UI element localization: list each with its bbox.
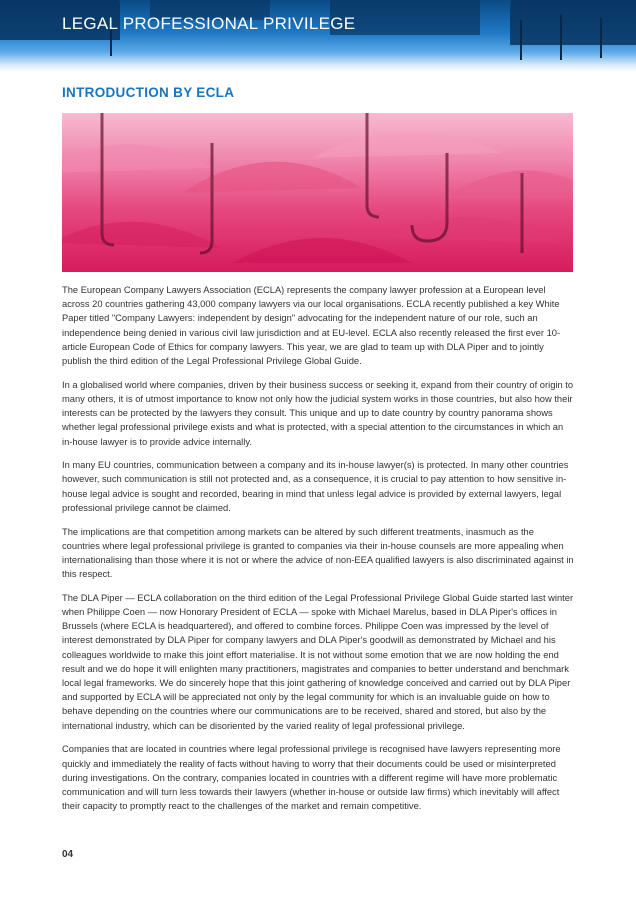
paragraph: The European Company Lawyers Association (ECLA) represents the company lawyer profession at a European level across 20 countries gathering 43,000 company lawyers via our local organisations. ECLA recently published a key White Paper titled "Company Lawyers: independent by design" advocating for the independent nature of our role, such an independence being denied in various civil law jurisdiction and at EU-level. ECLA also recently released the first ever 10-article European Code of Ethics for company lawyers. This year, we are glad to team up with DLA Piper and to jointly publish the third edition of the Legal Professional Privilege Global Guide. bbox=[62, 285, 561, 367]
paragraph: In a globalised world where companies, driven by their business success or seeking it, expand from their country of origin to many others, it is of utmost importance to know not only how the judicial system works in those countries, but also how their interests can be protected by the lawyers they consult. This unique and up to date country by country panorama shows whether legal professional privilege exists and what is protected, with a special attention to the circumstances in which an in-house lawyer is to provide advice internally. bbox=[62, 379, 574, 447]
page-number: 04 bbox=[62, 849, 74, 860]
body-text bbox=[62, 283, 574, 823]
section-title: INTRODUCTION BY ECLA bbox=[62, 85, 235, 100]
banner-title: LEGAL PROFESSIONAL PRIVILEGE bbox=[62, 14, 356, 33]
header-banner bbox=[0, 0, 636, 72]
paragraph: The DLA Piper — ECLA collaboration on the third edition of the Legal Professional Privilege Global Guide started last winter when Philippe Coen — now Honorary President of ECLA — spoke with Michael Marelus, based in DLA Piper's offices in Brussels (where ECLA is headquartered), and offered to combine forces. Philippe Coen was impressed by the level of interest demonstrated by DLA Piper for company lawyers and DLA Piper's goodwill as demonstrated by Michael and his colleagues worldwide to make this joint effort materialise. It is not without some emotion that we are now holding the end result and we do hope it will enlighten many practitioners, magistrates and companies to better understand and benchmark local legal frameworks. We do sincerely hope that this joint gathering of knowledge conceived and carried out by DLA Piper and supported by ECLA will be appreciated not only by the legal community for which is an invaluable guide on how to behave depending on the countries where our communications are to be received, shared and stored, but also by the international industry, which can be disoriented by the varied reality of legal professional privilege. bbox=[62, 592, 574, 731]
paragraph: Companies that are located in countries where legal professional privilege is recognised have lawyers representing more quickly and immediately the reality of facts without having to worry that their documents could be used or misinterpreted during investigations. On the contrary, companies located in countries with a different regime will have more problematic communication and will turn less towards their lawyers (whether in-house or outside law firms) which inevitably will affect their capacity to promptly react to the challenges of the market and remain competitive. bbox=[62, 744, 561, 812]
umbrellas-image bbox=[62, 113, 573, 272]
paragraph: In many EU countries, communication between a company and its in-house lawyer(s) is protected. In many other countries however, such communication is still not protected and, as a consequence, it is crucial to pay attention to how sensitive in-house legal advice is sought and recorded, bearing in mind that unless legal advice is provided by external lawyers, legal professional privilege cannot be claimed. bbox=[62, 460, 569, 513]
paragraph: The implications are that competition among markets can be altered by such different treatments, inasmuch as the countries where legal professional privilege is granted to companies via their in-house counsels are more appealing when internationalising than those where it is not or where the advice of non-EEA qualified lawyers is also discriminated against in this respect. bbox=[62, 526, 574, 580]
